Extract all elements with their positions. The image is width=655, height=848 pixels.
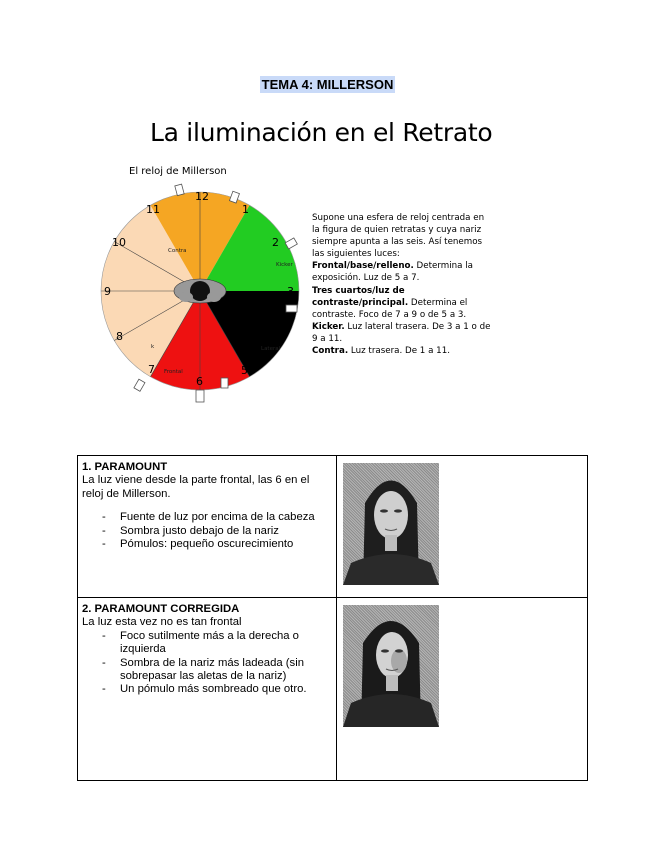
clock-description <box>312 212 492 357</box>
clock-number-11: 11 <box>146 203 160 216</box>
clock-number-3: 3 <box>287 285 294 298</box>
desc-tres-term: Tres cuartos/luz de contraste/principal. <box>312 285 409 308</box>
desc-kicker-text: Luz lateral trasera. De 3 a 1 o de 9 a 11. <box>312 321 491 344</box>
desc-contra <box>312 345 492 357</box>
lamp-icon <box>134 379 145 391</box>
clock-number-8: 8 <box>116 330 123 343</box>
label-k: k <box>151 344 155 350</box>
slide-title: La iluminación en el Retrato <box>150 118 493 147</box>
clock-number-10: 10 <box>112 236 126 249</box>
label-lateral: Lateral <box>261 346 281 352</box>
clock-number-6: 6 <box>196 375 203 388</box>
row-text-cell <box>78 598 337 781</box>
clock-label: El reloj de Millerson <box>129 166 227 177</box>
lamp-icon <box>286 305 297 312</box>
list-item: - Fuente de luz por encima de la cabeza <box>82 511 332 524</box>
bullet-list <box>82 630 332 697</box>
list-item: - Sombra justo debajo de la nariz <box>82 525 332 538</box>
clock-number-1: 1 <box>242 203 249 216</box>
lamp-icon <box>221 378 228 388</box>
clock-number-4: 4 <box>273 331 280 344</box>
lamp-icon <box>175 184 184 195</box>
list-item: - Sombra de la nariz más ladeada (sin sobrepasar las aletas de la nariz) <box>82 657 332 684</box>
desc-tres <box>312 285 492 321</box>
clock-number-12: 12 <box>195 190 209 203</box>
lighting-table <box>77 455 588 781</box>
row-photo-cell <box>337 598 588 781</box>
heading-text: TEMA 4: MILLERSON <box>261 77 394 92</box>
desc-frontal <box>312 260 492 284</box>
row-title: 2. PARAMOUNT CORREGIDA <box>82 603 240 615</box>
label-frontal: Frontal <box>164 369 183 375</box>
table-row <box>78 456 588 598</box>
portrait-photo <box>343 463 439 585</box>
label-kicker: Kicker <box>276 262 293 268</box>
desc-tres-text: Determina el contraste. Foco de 7 a 9 o de 5 a 3. <box>312 297 468 320</box>
lamp-icon <box>196 390 204 402</box>
desc-kicker-term: Kicker. <box>312 321 345 332</box>
bullet-list <box>82 511 332 551</box>
label-contra: Contra <box>168 248 187 254</box>
row-title: 1. PARAMOUNT <box>82 461 168 473</box>
clock-number-9: 9 <box>104 285 111 298</box>
table-row <box>78 598 588 781</box>
row-photo-cell <box>337 456 588 598</box>
row-text: La luz esta vez no es tan frontal <box>82 616 242 629</box>
desc-frontal-text: Determina la exposición. Luz de 5 a 7. <box>312 261 473 284</box>
portrait-photo <box>343 605 439 727</box>
list-item: - Pómulos: pequeño oscurecimiento <box>82 538 332 551</box>
row-text: La luz viene desde la parte frontal, las 6 en el reloj de Millerson. <box>82 474 310 500</box>
clock-number-2: 2 <box>272 236 279 249</box>
desc-frontal-term: Frontal/base/relleno. <box>312 261 414 272</box>
clock-number-7: 7 <box>148 363 155 376</box>
list-item: - Un pómulo más sombreado que otro. <box>82 683 332 696</box>
list-item: - Foco sutilmente más a la derecha o izquierda <box>82 630 332 657</box>
desc-contra-term: Contra. <box>312 346 349 357</box>
desc-contra-text: Luz trasera. De 1 a 11. <box>348 346 450 357</box>
millerson-clock-diagram <box>96 180 312 412</box>
desc-intro: Supone una esfera de reloj centrada en la figura de quien retratas y cuya nariz siempre apunta a las seis. Así tenemos las siguientes luces: <box>312 213 485 260</box>
row-text-cell <box>78 456 337 598</box>
document-heading <box>0 77 655 92</box>
clock-number-5: 5 <box>241 364 248 377</box>
desc-kicker <box>312 321 492 345</box>
